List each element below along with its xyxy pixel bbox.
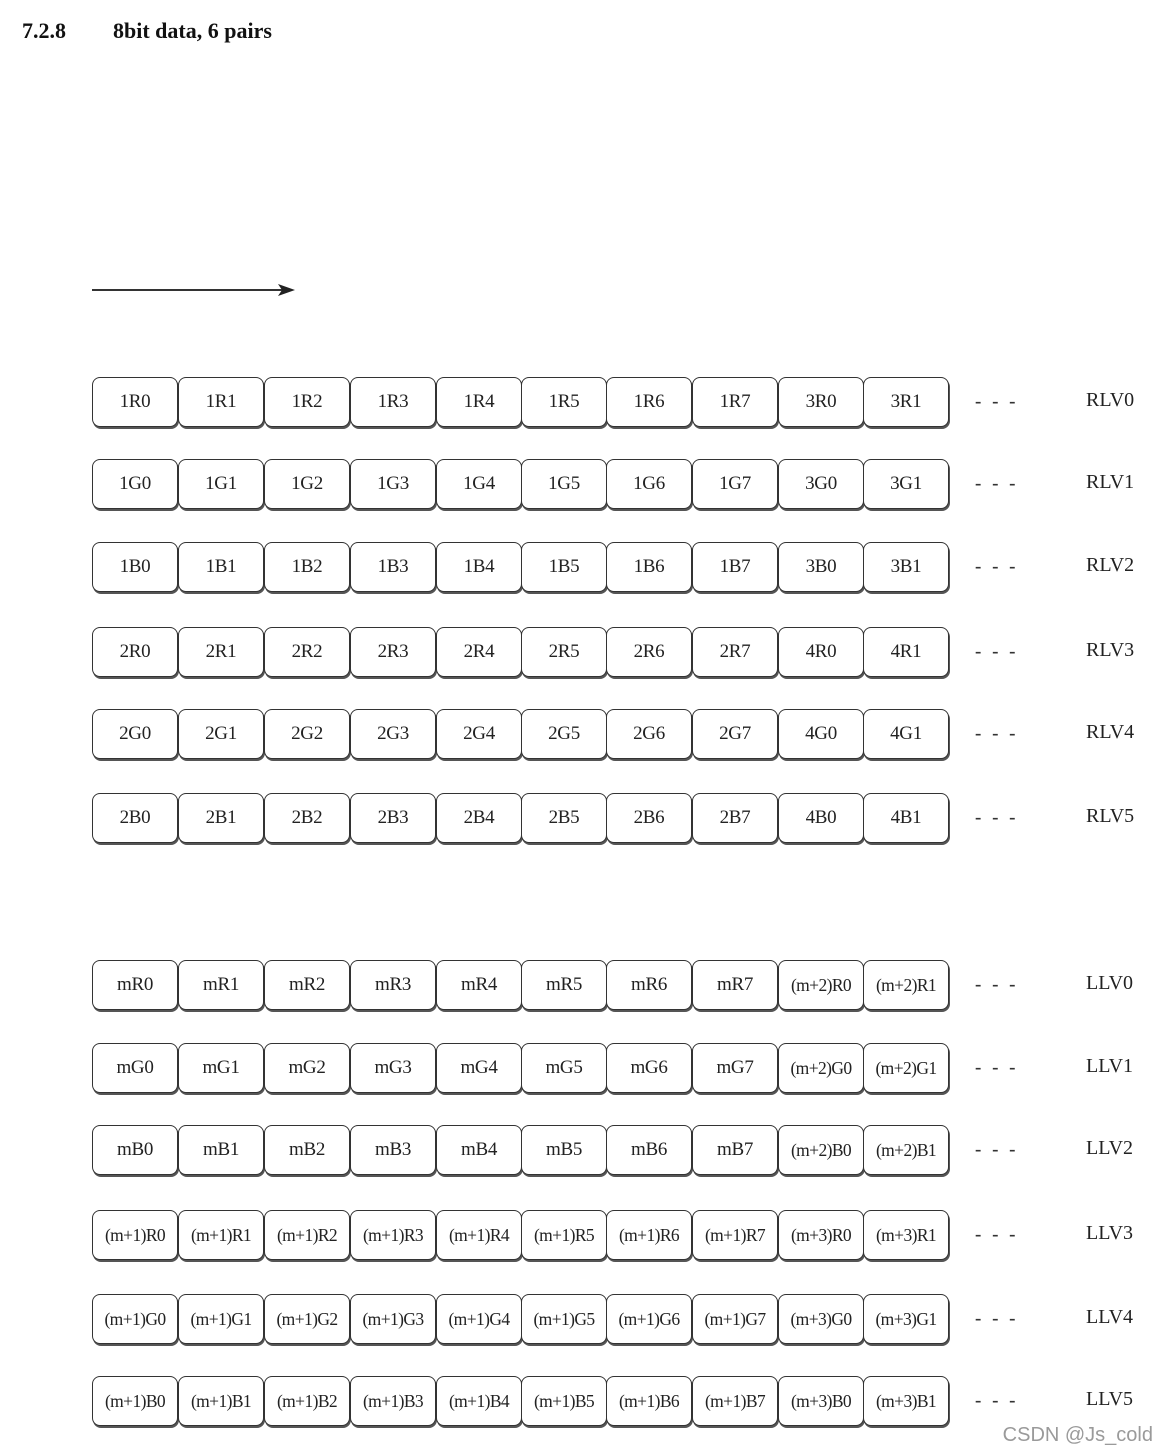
bit-cell: (m+2)R0	[778, 960, 864, 1010]
bit-cell: 2B0	[92, 793, 178, 843]
lane-row-llv4	[92, 1294, 1152, 1346]
bit-cell: mR7	[692, 960, 778, 1010]
bit-cell: (m+3)B0	[778, 1376, 864, 1426]
lane-label: LLV4	[1086, 1306, 1134, 1328]
bit-cell: (m+1)B4	[436, 1376, 522, 1426]
bit-cell: (m+1)G2	[264, 1294, 350, 1344]
continuation-ellipsis: - - -	[975, 723, 1019, 744]
bit-cell: (m+1)B2	[264, 1376, 350, 1426]
continuation-ellipsis: - - -	[975, 473, 1019, 494]
bit-cell: 1B0	[92, 542, 178, 592]
bit-cell: (m+1)G0	[92, 1294, 178, 1344]
continuation-ellipsis: - - -	[975, 1057, 1019, 1078]
lane-label: RLV5	[1086, 805, 1135, 827]
bit-cell: (m+1)B3	[350, 1376, 436, 1426]
bit-cell: 2B2	[264, 793, 350, 843]
bit-cell: (m+2)R1	[863, 960, 949, 1010]
bit-cell: mG4	[436, 1043, 522, 1093]
lane-label: LLV3	[1086, 1222, 1134, 1244]
bit-cell: 2B1	[178, 793, 264, 843]
bit-cell: mR1	[178, 960, 264, 1010]
bit-cell: 2R0	[92, 627, 178, 677]
bit-cell: (m+1)G1	[178, 1294, 264, 1344]
bit-cell: 2R1	[178, 627, 264, 677]
bit-cell: 1G3	[350, 459, 436, 509]
bit-cell: 2G7	[692, 709, 778, 759]
bit-cell: 1R0	[92, 377, 178, 427]
bit-cell: mR6	[606, 960, 692, 1010]
time-direction-arrow-icon	[92, 280, 302, 300]
bit-cell: mR3	[350, 960, 436, 1010]
bit-cell: 2R4	[436, 627, 522, 677]
bit-cell: (m+2)B0	[778, 1125, 864, 1175]
bit-cell: 2G4	[436, 709, 522, 759]
bit-cell: 2G5	[521, 709, 607, 759]
bit-cell: (m+1)R7	[692, 1210, 778, 1260]
bit-cell: (m+1)R5	[521, 1210, 607, 1260]
bit-cell: (m+2)G1	[863, 1043, 949, 1093]
bit-cell: (m+1)B5	[521, 1376, 607, 1426]
lane-row-llv5	[92, 1376, 1152, 1428]
bit-cell: mG5	[521, 1043, 607, 1093]
bit-cell: 4R0	[778, 627, 864, 677]
bit-cell: 1R1	[178, 377, 264, 427]
lane-label: RLV2	[1086, 554, 1135, 576]
bit-cell: 1B4	[436, 542, 522, 592]
bit-cell: mR2	[264, 960, 350, 1010]
bit-cell: 2B5	[521, 793, 607, 843]
bit-cell: 1G1	[178, 459, 264, 509]
bit-cell: mG1	[178, 1043, 264, 1093]
bit-cell: mB6	[606, 1125, 692, 1175]
bit-cell: 1G5	[521, 459, 607, 509]
bit-cell: (m+1)B7	[692, 1376, 778, 1426]
lane-label: LLV0	[1086, 972, 1134, 994]
bit-cell: mG3	[350, 1043, 436, 1093]
bit-cell: 4B1	[863, 793, 949, 843]
bit-cell: (m+1)R6	[606, 1210, 692, 1260]
bit-cell: 2G6	[606, 709, 692, 759]
bit-cell: 1B1	[178, 542, 264, 592]
bit-cell: (m+2)G0	[778, 1043, 864, 1093]
section-title: 8bit data, 6 pairs	[113, 18, 272, 43]
bit-cell: (m+1)B1	[178, 1376, 264, 1426]
lane-row-rlv4	[92, 709, 1152, 761]
continuation-ellipsis: - - -	[975, 1308, 1019, 1329]
lane-label: LLV5	[1086, 1388, 1134, 1410]
bit-cell: 3B1	[863, 542, 949, 592]
bit-cell: 2B6	[606, 793, 692, 843]
bit-cell: mB7	[692, 1125, 778, 1175]
bit-cell: mB0	[92, 1125, 178, 1175]
bit-cell: 2G1	[178, 709, 264, 759]
continuation-ellipsis: - - -	[975, 641, 1019, 662]
bit-cell: 2R5	[521, 627, 607, 677]
bit-cell: (m+3)R0	[778, 1210, 864, 1260]
bit-cell: (m+3)B1	[863, 1376, 949, 1426]
bit-cell: 1B3	[350, 542, 436, 592]
continuation-ellipsis: - - -	[975, 1224, 1019, 1245]
continuation-ellipsis: - - -	[975, 1139, 1019, 1160]
bit-cell: (m+1)G7	[692, 1294, 778, 1344]
bit-cell: 2R2	[264, 627, 350, 677]
bit-cell: (m+1)G3	[350, 1294, 436, 1344]
bit-cell: 1B2	[264, 542, 350, 592]
lane-row-llv0	[92, 960, 1152, 1012]
bit-cell: 1R2	[264, 377, 350, 427]
lane-row-rlv1	[92, 459, 1152, 511]
bit-cell: mG0	[92, 1043, 178, 1093]
bit-cell: (m+1)G6	[606, 1294, 692, 1344]
bit-cell: 3G0	[778, 459, 864, 509]
bit-cell: 4R1	[863, 627, 949, 677]
continuation-ellipsis: - - -	[975, 974, 1019, 995]
watermark: CSDN @Js_cold	[1002, 1424, 1153, 1446]
continuation-ellipsis: - - -	[975, 391, 1019, 412]
bit-cell: 2G3	[350, 709, 436, 759]
bit-cell: 3G1	[863, 459, 949, 509]
bit-cell: mR5	[521, 960, 607, 1010]
section-number: 7.2.8	[22, 18, 66, 43]
bit-cell: mB4	[436, 1125, 522, 1175]
bit-cell: 1R4	[436, 377, 522, 427]
lane-row-rlv0	[92, 377, 1152, 429]
bit-cell: (m+1)B6	[606, 1376, 692, 1426]
bit-cell: mB2	[264, 1125, 350, 1175]
bit-cell: 2R6	[606, 627, 692, 677]
lane-label: LLV1	[1086, 1055, 1134, 1077]
bit-cell: 2R3	[350, 627, 436, 677]
bit-cell: 1B5	[521, 542, 607, 592]
bit-cell: 3R0	[778, 377, 864, 427]
bit-cell: (m+1)R4	[436, 1210, 522, 1260]
lane-label: RLV0	[1086, 389, 1135, 411]
bit-cell: 1R5	[521, 377, 607, 427]
bit-cell: 2B7	[692, 793, 778, 843]
lane-row-llv3	[92, 1210, 1152, 1262]
lane-label: LLV2	[1086, 1137, 1134, 1159]
bit-cell: mB5	[521, 1125, 607, 1175]
bit-cell: (m+2)B1	[863, 1125, 949, 1175]
continuation-ellipsis: - - -	[975, 807, 1019, 828]
section-heading	[22, 18, 272, 44]
bit-cell: 1G6	[606, 459, 692, 509]
continuation-ellipsis: - - -	[975, 556, 1019, 577]
bit-cell: (m+1)G5	[521, 1294, 607, 1344]
bit-cell: 4G1	[863, 709, 949, 759]
bit-cell: mB3	[350, 1125, 436, 1175]
bit-cell: mR4	[436, 960, 522, 1010]
bit-cell: 3B0	[778, 542, 864, 592]
continuation-ellipsis: - - -	[975, 1390, 1019, 1411]
bit-cell: (m+1)R2	[264, 1210, 350, 1260]
bit-cell: (m+1)G4	[436, 1294, 522, 1344]
bit-cell: mR0	[92, 960, 178, 1010]
bit-cell: 2G2	[264, 709, 350, 759]
bit-cell: 1G2	[264, 459, 350, 509]
bit-cell: 2R7	[692, 627, 778, 677]
bit-cell: 2B4	[436, 793, 522, 843]
bit-cell: (m+3)R1	[863, 1210, 949, 1260]
bit-cell: (m+3)G0	[778, 1294, 864, 1344]
bit-cell: 4G0	[778, 709, 864, 759]
bit-cell: 1B6	[606, 542, 692, 592]
bit-cell: 1R3	[350, 377, 436, 427]
lane-label: RLV3	[1086, 639, 1135, 661]
lane-row-rlv5	[92, 793, 1152, 845]
bit-cell: mB1	[178, 1125, 264, 1175]
bit-cell: 1B7	[692, 542, 778, 592]
bit-cell: (m+1)R0	[92, 1210, 178, 1260]
lane-row-rlv2	[92, 542, 1152, 594]
bit-cell: 1G0	[92, 459, 178, 509]
lane-row-llv1	[92, 1043, 1152, 1095]
bit-cell: (m+3)G1	[863, 1294, 949, 1344]
lane-row-rlv3	[92, 627, 1152, 679]
bit-cell: mG6	[606, 1043, 692, 1093]
bit-cell: 2B3	[350, 793, 436, 843]
lane-label: RLV1	[1086, 471, 1135, 493]
bit-cell: 1R7	[692, 377, 778, 427]
bit-cell: mG2	[264, 1043, 350, 1093]
bit-cell: 1G7	[692, 459, 778, 509]
bit-cell: (m+1)R3	[350, 1210, 436, 1260]
lane-row-llv2	[92, 1125, 1152, 1177]
lane-label: RLV4	[1086, 721, 1135, 743]
bit-cell: (m+1)B0	[92, 1376, 178, 1426]
bit-cell: (m+1)R1	[178, 1210, 264, 1260]
bit-cell: mG7	[692, 1043, 778, 1093]
bit-cell: 3R1	[863, 377, 949, 427]
bit-cell: 1G4	[436, 459, 522, 509]
bit-cell: 4B0	[778, 793, 864, 843]
bit-cell: 1R6	[606, 377, 692, 427]
bit-cell: 2G0	[92, 709, 178, 759]
